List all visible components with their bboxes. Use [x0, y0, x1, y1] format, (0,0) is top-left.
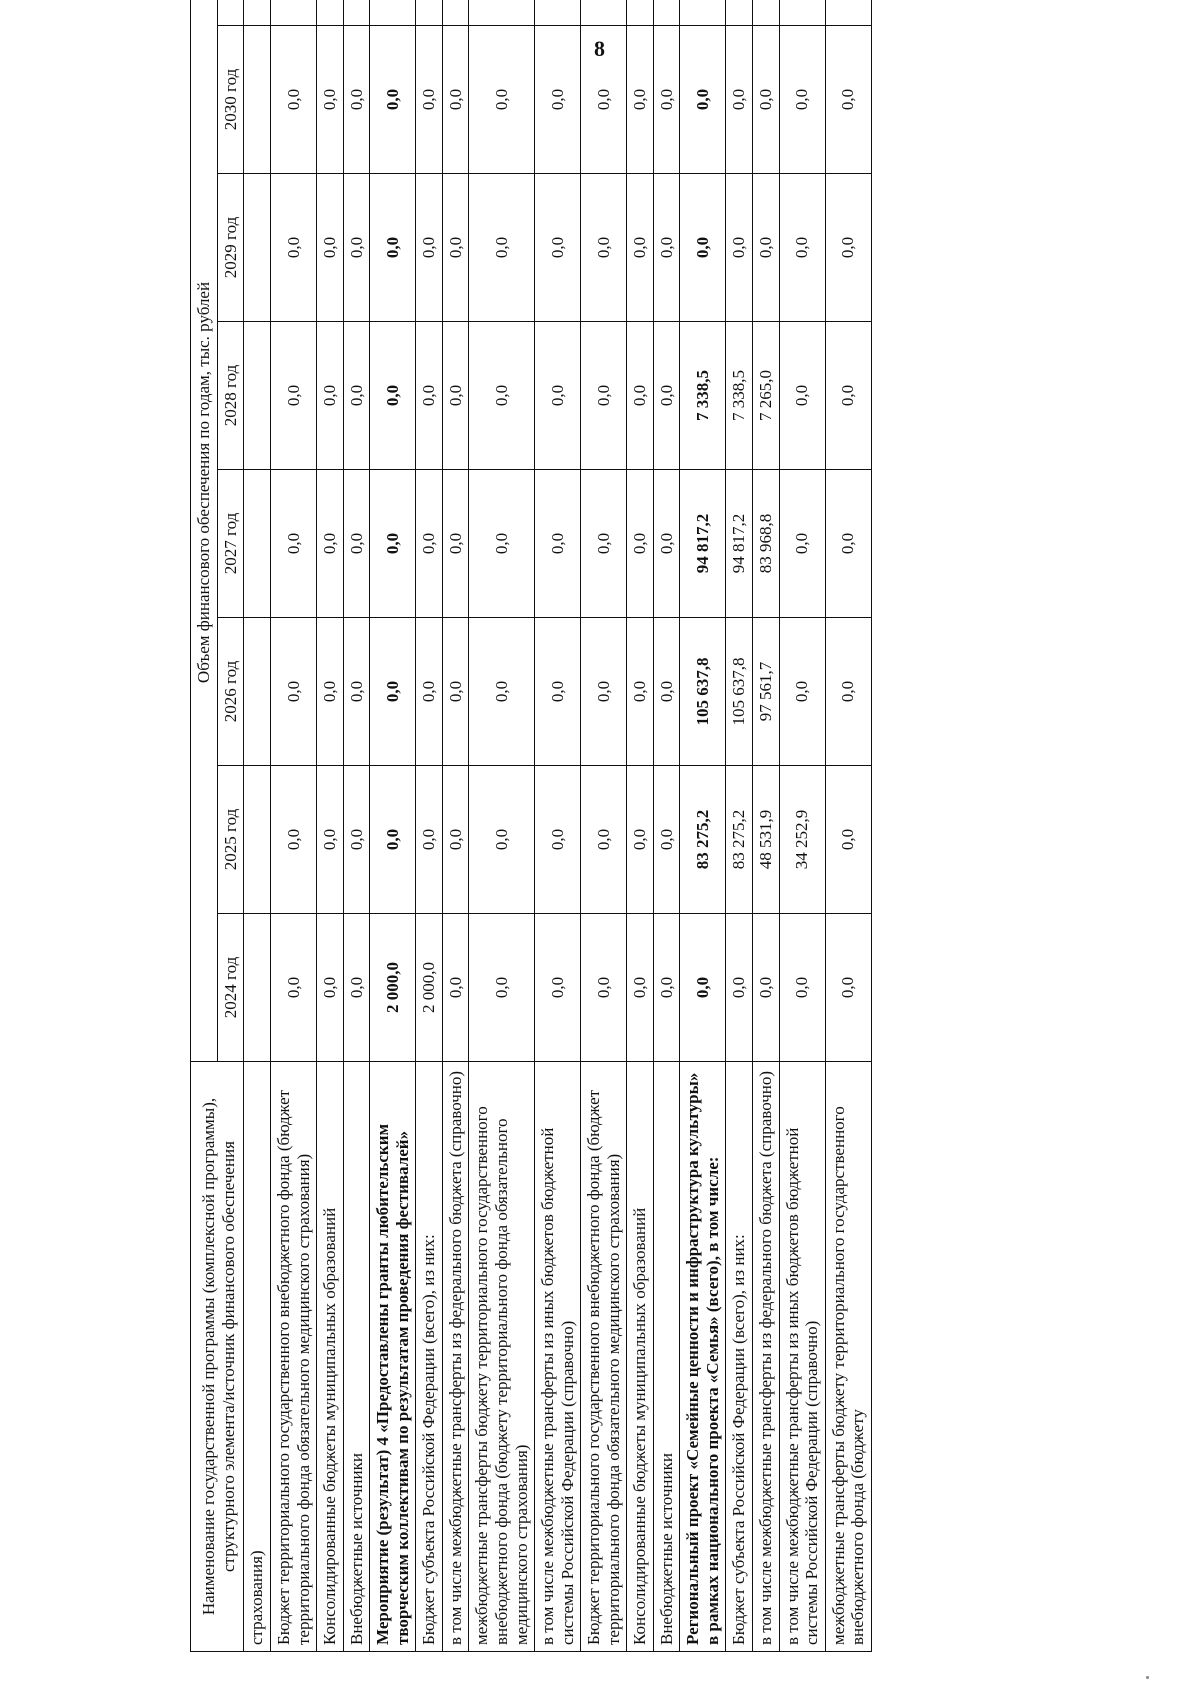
row-label: Бюджет субъекта Российской Федерации (всего), из них:	[416, 1062, 443, 1652]
row-year-value: 0,0	[317, 766, 344, 914]
row-year-value: 2 000,0	[416, 914, 443, 1062]
row-year-value: 0,0	[627, 766, 654, 914]
row-year-value: 0,0	[442, 618, 469, 766]
row-year-value: 0,0	[627, 618, 654, 766]
row-label: Региональный проект «Семейные ценности и инфраструктура культуры» в рамках национального проекта «Семья» (всего), в том числе:	[680, 1062, 726, 1652]
row-year-value: 0,0	[753, 26, 780, 174]
row-total-value	[244, 0, 271, 26]
row-total-value	[442, 0, 469, 26]
row-year-value: 0,0	[680, 914, 726, 1062]
row-year-value: 0,0	[581, 470, 627, 618]
table-row	[469, 0, 535, 1652]
row-year-value: 0,0	[653, 174, 680, 322]
row-year-value: 0,0	[370, 470, 416, 618]
row-year-value: 0,0	[779, 618, 825, 766]
row-label: Внебюджетные источники	[343, 1062, 370, 1652]
row-year-value	[244, 322, 271, 470]
row-year-value: 0,0	[469, 470, 535, 618]
row-year-value: 0,0	[343, 470, 370, 618]
row-year-value: 0,0	[779, 470, 825, 618]
row-year-value: 0,0	[726, 914, 753, 1062]
row-year-value: 0,0	[317, 322, 344, 470]
row-year-value: 0,0	[469, 766, 535, 914]
row-year-value: 0,0	[416, 618, 443, 766]
header-name-column: Наименование государственной программы (комплексной программы), структурного элемента/источник финансового обеспечения	[191, 1062, 244, 1652]
row-year-value: 0,0	[442, 26, 469, 174]
row-label: Бюджет территориального государственного внебюджетного фонда (бюджет территориального фонда обязательного медицинского страхования)	[581, 1062, 627, 1652]
row-year-value: 0,0	[271, 26, 317, 174]
row-year-value: 0,0	[535, 26, 581, 174]
row-year-value: 0,0	[469, 914, 535, 1062]
row-year-value: 0,0	[535, 766, 581, 914]
table-row	[244, 0, 271, 1652]
table-row	[442, 0, 469, 1652]
row-total-value	[753, 0, 780, 26]
row-year-value: 0,0	[271, 618, 317, 766]
row-year-value: 0,0	[343, 914, 370, 1062]
row-year-value: 0,0	[825, 618, 871, 766]
row-label: межбюджетные трансферты бюджету территориального государственного внебюджетного фонда (бюджету	[825, 1062, 871, 1652]
row-total-value	[825, 0, 871, 26]
row-total-value	[680, 0, 726, 26]
row-year-value: 0,0	[627, 26, 654, 174]
row-label: Внебюджетные источники	[653, 1062, 680, 1652]
row-year-value: 0,0	[271, 914, 317, 1062]
row-year-value: 0,0	[753, 174, 780, 322]
row-year-value: 0,0	[653, 766, 680, 914]
row-total-value	[343, 0, 370, 26]
row-year-value: 0,0	[416, 174, 443, 322]
row-year-value: 0,0	[343, 174, 370, 322]
row-year-value: 0,0	[271, 470, 317, 618]
row-total-value	[653, 0, 680, 26]
row-year-value: 0,0	[825, 470, 871, 618]
row-label: Мероприятие (результат) 4 «Предоставлены гранты любительским творческим коллективам по результатам проведения фестивалей»	[370, 1062, 416, 1652]
row-year-value: 0,0	[469, 618, 535, 766]
row-label: в том числе межбюджетные трансферты из федерального бюджета (справочно)	[442, 1062, 469, 1652]
row-year-value: 0,0	[825, 914, 871, 1062]
rotated-table-wrapper	[190, 52, 1150, 1652]
row-year-value: 0,0	[271, 174, 317, 322]
row-year-value: 0,0	[825, 322, 871, 470]
row-label: Консолидированные бюджеты муниципальных образований	[317, 1062, 344, 1652]
table-row	[653, 0, 680, 1652]
table-row	[581, 0, 627, 1652]
row-year-value: 0,0	[370, 618, 416, 766]
row-year-value: 0,0	[416, 766, 443, 914]
row-year-value: 0,0	[680, 174, 726, 322]
row-year-value: 0,0	[416, 26, 443, 174]
row-total-value	[726, 0, 753, 26]
scan-speck	[1146, 1676, 1149, 1679]
row-year-value: 0,0	[442, 174, 469, 322]
table-row	[779, 0, 825, 1652]
row-year-value: 0,0	[825, 174, 871, 322]
row-label: в том числе межбюджетные трансферты из иных бюджетов бюджетной системы Российской Федерации (справочно)	[535, 1062, 581, 1652]
row-total-value	[535, 0, 581, 26]
page-number: 8	[594, 36, 605, 61]
row-year-value: 0,0	[581, 618, 627, 766]
row-year-value: 0,0	[343, 618, 370, 766]
row-year-value: 0,0	[779, 322, 825, 470]
row-year-value: 0,0	[680, 26, 726, 174]
row-year-value: 0,0	[317, 26, 344, 174]
row-total-value	[416, 0, 443, 26]
row-year-value: 0,0	[779, 914, 825, 1062]
row-year-value: 0,0	[343, 26, 370, 174]
row-year-value: 48 531,9	[753, 766, 780, 914]
row-year-value	[244, 26, 271, 174]
table-row	[271, 0, 317, 1652]
row-label: Консолидированные бюджеты муниципальных образований	[627, 1062, 654, 1652]
row-year-value: 0,0	[370, 322, 416, 470]
row-year-value: 0,0	[726, 26, 753, 174]
row-year-value: 0,0	[581, 26, 627, 174]
row-year-value	[244, 470, 271, 618]
row-year-value: 0,0	[469, 322, 535, 470]
row-label: в том числе межбюджетные трансферты из иных бюджетов бюджетной системы Российской Федерации (справочно)	[779, 1062, 825, 1652]
row-year-value: 0,0	[271, 766, 317, 914]
row-year-value: 0,0	[581, 766, 627, 914]
table-row	[535, 0, 581, 1652]
row-label: в том числе межбюджетные трансферты из федерального бюджета (справочно)	[753, 1062, 780, 1652]
table-row	[825, 0, 871, 1652]
row-year-value: 0,0	[317, 174, 344, 322]
financing-table	[190, 0, 872, 1652]
row-year-value: 0,0	[271, 322, 317, 470]
row-year-value: 7 338,5	[726, 322, 753, 470]
row-year-value	[244, 766, 271, 914]
row-total-value	[317, 0, 344, 26]
header-year: 2027 год	[217, 470, 244, 618]
table-row	[680, 0, 726, 1652]
row-year-value: 97 561,7	[753, 618, 780, 766]
row-total-value	[469, 0, 535, 26]
row-year-value: 0,0	[370, 174, 416, 322]
row-year-value: 0,0	[535, 914, 581, 1062]
row-year-value: 0,0	[370, 26, 416, 174]
row-year-value: 0,0	[416, 470, 443, 618]
row-year-value: 0,0	[627, 470, 654, 618]
header-year: 2029 год	[217, 174, 244, 322]
row-year-value: 0,0	[442, 322, 469, 470]
row-year-value: 94 817,2	[726, 470, 753, 618]
table-row	[726, 0, 753, 1652]
header-year: 2030 год	[217, 26, 244, 174]
row-year-value: 0,0	[726, 174, 753, 322]
row-year-value: 0,0	[535, 470, 581, 618]
table-row	[343, 0, 370, 1652]
row-year-value: 7 265,0	[753, 322, 780, 470]
row-year-value: 0,0	[653, 470, 680, 618]
table-row	[317, 0, 344, 1652]
row-total-value	[581, 0, 627, 26]
row-total-value	[370, 0, 416, 26]
row-label: Бюджет территориального государственного внебюджетного фонда (бюджет территориального фонда обязательного медицинского страхования)	[271, 1062, 317, 1652]
row-year-value: 0,0	[442, 766, 469, 914]
row-year-value: 0,0	[627, 174, 654, 322]
row-year-value	[244, 174, 271, 322]
row-year-value: 0,0	[627, 322, 654, 470]
row-year-value: 0,0	[535, 322, 581, 470]
row-year-value: 0,0	[442, 914, 469, 1062]
row-year-value	[244, 914, 271, 1062]
table-row	[416, 0, 443, 1652]
row-year-value: 7 338,5	[680, 322, 726, 470]
table-body	[244, 0, 872, 1652]
row-total-value	[271, 0, 317, 26]
row-year-value: 34 252,9	[779, 766, 825, 914]
row-year-value: 0,0	[581, 322, 627, 470]
row-year-value: 0,0	[753, 914, 780, 1062]
row-year-value: 2 000,0	[370, 914, 416, 1062]
row-label: межбюджетные трансферты бюджету территориального государственного внебюджетного фонда (бюджету территориального фонда обязательного медицинского страхования)	[469, 1062, 535, 1652]
row-year-value: 83 275,2	[680, 766, 726, 914]
row-year-value: 0,0	[343, 766, 370, 914]
table-row	[753, 0, 780, 1652]
row-year-value: 0,0	[469, 174, 535, 322]
row-year-value: 0,0	[825, 766, 871, 914]
row-year-value: 0,0	[653, 914, 680, 1062]
row-year-value: 83 275,2	[726, 766, 753, 914]
header-year: 2026 год	[217, 618, 244, 766]
row-year-value: 105 637,8	[680, 618, 726, 766]
row-year-value: 0,0	[317, 618, 344, 766]
row-year-value: 0,0	[627, 914, 654, 1062]
row-total-value	[627, 0, 654, 26]
row-year-value: 0,0	[535, 618, 581, 766]
row-year-value: 0,0	[343, 322, 370, 470]
row-year-value: 0,0	[653, 322, 680, 470]
row-year-value: 94 817,2	[680, 470, 726, 618]
table-row	[370, 0, 416, 1652]
row-year-value: 0,0	[317, 470, 344, 618]
row-year-value: 0,0	[469, 26, 535, 174]
row-year-value: 0,0	[581, 174, 627, 322]
row-year-value: 0,0	[442, 470, 469, 618]
header-group-title: Объем финансового обеспечения по годам, тыс. рублей	[191, 0, 218, 1062]
table-row	[627, 0, 654, 1652]
row-year-value: 0,0	[581, 914, 627, 1062]
row-total-value	[779, 0, 825, 26]
row-year-value: 105 637,8	[726, 618, 753, 766]
row-label: страхования)	[244, 1062, 271, 1652]
header-year: 2025 год	[217, 766, 244, 914]
row-year-value: 83 968,8	[753, 470, 780, 618]
header-total	[217, 0, 244, 26]
header-year: 2028 год	[217, 322, 244, 470]
row-year-value	[244, 618, 271, 766]
row-year-value: 0,0	[370, 766, 416, 914]
row-year-value: 0,0	[825, 26, 871, 174]
row-year-value: 0,0	[653, 26, 680, 174]
row-year-value: 0,0	[416, 322, 443, 470]
row-year-value: 0,0	[779, 26, 825, 174]
header-year: 2024 год	[217, 914, 244, 1062]
row-year-value: 0,0	[535, 174, 581, 322]
header-row-top	[191, 0, 218, 1652]
row-year-value: 0,0	[779, 174, 825, 322]
row-year-value: 0,0	[317, 914, 344, 1062]
row-year-value: 0,0	[653, 618, 680, 766]
row-label: Бюджет субъекта Российской Федерации (всего), из них:	[726, 1062, 753, 1652]
